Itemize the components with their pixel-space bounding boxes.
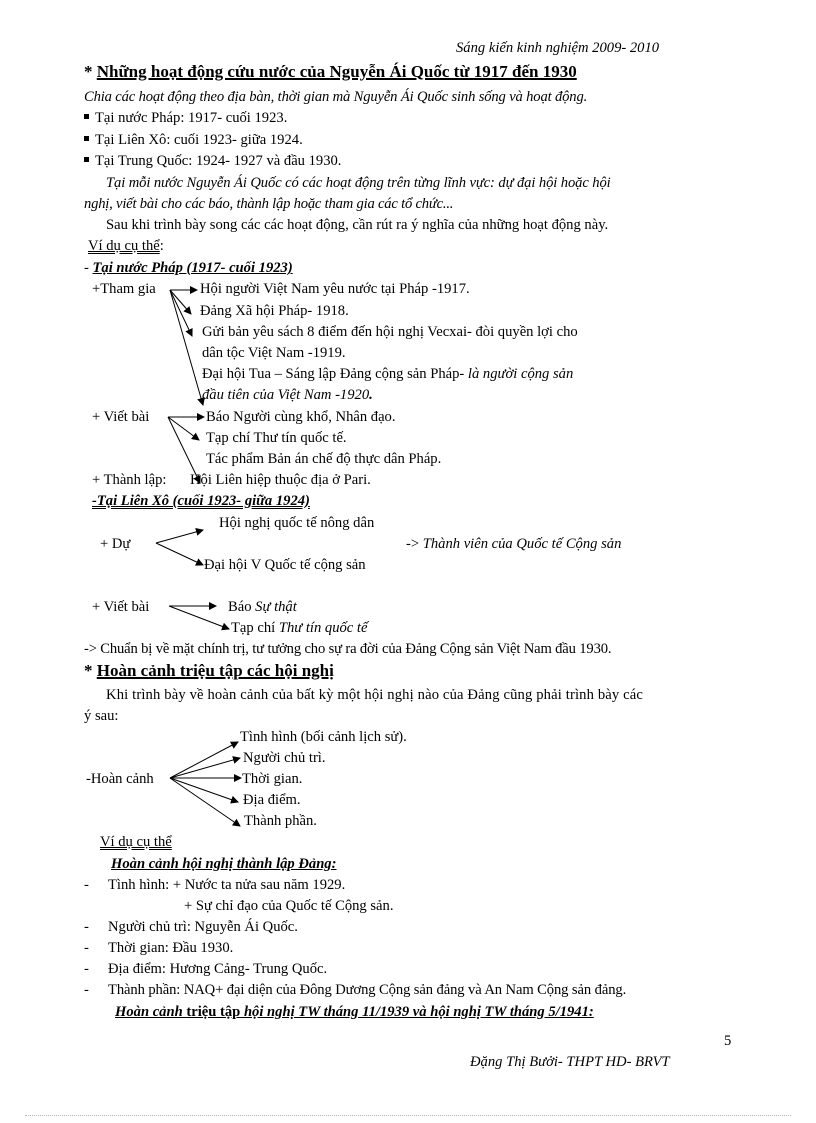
participate-item: Gửi bản yêu sách 8 điểm đến hội nghị Vecxai- đòi quyền lợi cho <box>202 324 578 340</box>
list-row <box>84 918 298 936</box>
arrow-text: -> <box>406 536 423 552</box>
section-title-2 <box>84 662 334 680</box>
arrow-icon <box>168 417 199 440</box>
italic-paragraph-line: Tại mỗi nước Nguyễn Ái Quốc có các hoạt động trên từng lĩnh vực: dự đại hội hoặc hội <box>106 175 611 191</box>
bullet-text: Tại Liên Xô: cuối 1923- giữa 1924. <box>95 132 303 148</box>
found-label: + Thành lập: <box>92 472 167 488</box>
item-italic: đầu tiên của Việt Nam -1920 <box>202 387 370 403</box>
write-item <box>231 619 367 637</box>
section-title-text: Hoàn cảnh triệu tập các hội nghị <box>96 661 334 680</box>
write-item <box>228 598 297 616</box>
conclusion: -> Chuẩn bị về mặt chính trị, tư tưởng cho sự ra đời của Đảng Cộng sản Việt Nam đầu 1930. <box>84 641 612 657</box>
attend-item: Hội nghị quốc tế nông dân <box>219 515 375 531</box>
arrow-icon <box>170 290 191 314</box>
dash: - <box>84 982 89 998</box>
arrow-icon <box>170 290 203 405</box>
list-row <box>184 897 393 915</box>
result-text: Thành viên của Quốc tế Cộng sản <box>422 536 622 552</box>
subheading-france <box>84 259 293 277</box>
dash: - <box>84 877 89 893</box>
list-row <box>84 939 233 957</box>
list-row <box>84 876 345 894</box>
subheading-text: -Tại Liên Xô (cuối 1923- giữa 1924) <box>92 493 310 509</box>
page-header: Sáng kiến kinh nghiệm 2009- 2010 <box>456 40 660 56</box>
example-label <box>100 833 172 851</box>
page-footer-author: Đặng Thị Bưởi- THPT HD- BRVT <box>470 1054 670 1070</box>
bullet-text: Tại nước Pháp: 1917- cuối 1923. <box>95 110 288 126</box>
dash: - <box>84 919 89 935</box>
heading-part: Hoàn cảnh <box>115 1004 187 1020</box>
bullet-item <box>84 131 303 149</box>
bullet-item <box>84 152 341 170</box>
italic-paragraph-line: nghị, viết bài cho các báo, thành lập hoặc tham gia các tổ chức... <box>84 196 454 212</box>
bullet-icon <box>84 114 89 119</box>
participate-item <box>202 365 573 383</box>
arrow-icon <box>170 758 240 778</box>
arrow-icon <box>170 290 192 336</box>
section-marker: * <box>84 661 97 680</box>
row-text: Địa điểm: Hương Cảng- Trung Quốc. <box>108 961 328 977</box>
example-label-text: Ví dụ cụ thể <box>88 238 160 254</box>
dash: - <box>84 961 89 977</box>
subheading-text: Tại nước Pháp (1917- cuối 1923) <box>92 260 293 276</box>
context-item: Tình hình (bối cảnh lịch sử). <box>240 729 407 745</box>
context-label: -Hoàn cảnh <box>86 771 154 787</box>
page-number: 5 <box>724 1033 732 1049</box>
list-row <box>84 981 626 999</box>
item-text: Báo <box>228 599 256 615</box>
row-text: Thời gian: Đầu 1930. <box>108 940 234 956</box>
paragraph: Sau khi trình bày song các các hoạt động, cần rút ra ý nghĩa của những hoạt động này. <box>106 217 609 233</box>
list-row <box>84 960 327 978</box>
context-item: Thời gian. <box>242 771 303 787</box>
participate-item: dân tộc Việt Nam -1919. <box>202 345 346 361</box>
write-item: Tạp chí Thư tín quốc tế. <box>206 430 347 446</box>
subheading-next <box>115 1003 594 1021</box>
row-text: Thành phần: NAQ+ đại diện của Đông Dương Cộng sản đảng và An Nam Cộng sản đảng. <box>108 982 627 998</box>
participate-label: +Tham gia <box>92 281 156 297</box>
participate-item: Hội người Việt Nam yêu nước tại Pháp -1917. <box>200 281 470 297</box>
page-break-line <box>25 1115 791 1116</box>
row-text: Người chủ trì: Nguyễn Ái Quốc. <box>108 919 298 935</box>
participate-item: Đảng Xã hội Pháp- 1918. <box>200 303 349 319</box>
write-item: Tác phẩm Bản án chế độ thực dân Pháp. <box>206 451 442 467</box>
attend-result <box>406 535 621 553</box>
row-text: + Sự chỉ đạo của Quốc tế Cộng sản. <box>184 898 394 914</box>
found-item: Hội Liên hiệp thuộc địa ở Pari. <box>190 472 371 488</box>
arrow-icon <box>170 778 240 826</box>
row-text: Tình hình: + Nước ta nửa sau năm 1929. <box>108 877 346 893</box>
heading-bold-part: triệu tập <box>186 1004 241 1020</box>
paragraph: Khi trình bày về hoàn cảnh của bất kỳ một hội nghị nào của Đảng cũng phải trình bày các <box>106 687 644 703</box>
heading-part: hội nghị TW tháng 11/1939 và hội nghị TW tháng 5/1941: <box>240 1004 594 1020</box>
period: . <box>369 387 373 403</box>
subheading-founding <box>111 855 336 873</box>
bullet-icon <box>84 157 89 162</box>
write-item: Báo Người cùng khổ, Nhân đạo. <box>206 409 396 425</box>
item-italic: Thư tín quốc tế <box>278 620 368 636</box>
section-title-text: Những hoạt động cứu nước của Nguyễn Ái Quốc từ 1917 đến 1930 <box>96 62 577 81</box>
subheading-text: Hoàn cảnh hội nghị thành lập Đảng: <box>111 856 337 872</box>
bullet-text: Tại Trung Quốc: 1924- 1927 và đầu 1930. <box>95 153 342 169</box>
arrow-icon <box>169 606 229 629</box>
example-label-text: Ví dụ cụ thể <box>100 834 172 850</box>
example-label <box>88 237 164 255</box>
item-italic: là người cộng sản <box>467 366 574 382</box>
write-label: + Viết bài <box>92 599 150 615</box>
colon: : <box>159 238 164 254</box>
dash: - <box>84 260 93 276</box>
item-text: Đại hội Tua – Sáng lập Đảng cộng sản Pháp- <box>202 366 468 382</box>
context-item: Người chủ trì. <box>243 750 326 766</box>
item-italic: Sự thật <box>255 599 297 615</box>
item-text: Tạp chí <box>231 620 279 636</box>
attend-label: + Dự <box>100 536 131 552</box>
dash: - <box>84 940 89 956</box>
bullet-icon <box>84 136 89 141</box>
subheading-ussr <box>92 492 310 510</box>
section-title-1 <box>84 63 577 81</box>
intro-paragraph: Chia các hoạt động theo địa bàn, thời gian mà Nguyễn Ái Quốc sinh sống và hoạt động. <box>84 89 588 105</box>
section-marker: * <box>84 62 97 81</box>
write-label: + Viết bài <box>92 409 150 425</box>
bullet-item <box>84 109 287 127</box>
arrow-icon <box>156 530 203 543</box>
attend-item: Đại hội V Quốc tế cộng sản <box>204 557 366 573</box>
arrow-icon <box>170 742 238 778</box>
context-item: Địa điểm. <box>243 792 301 808</box>
paragraph: ý sau: <box>84 708 119 724</box>
arrow-icon <box>170 778 238 802</box>
context-item: Thành phần. <box>244 813 317 829</box>
arrow-icon <box>156 543 203 565</box>
participate-item-continued <box>202 386 373 404</box>
